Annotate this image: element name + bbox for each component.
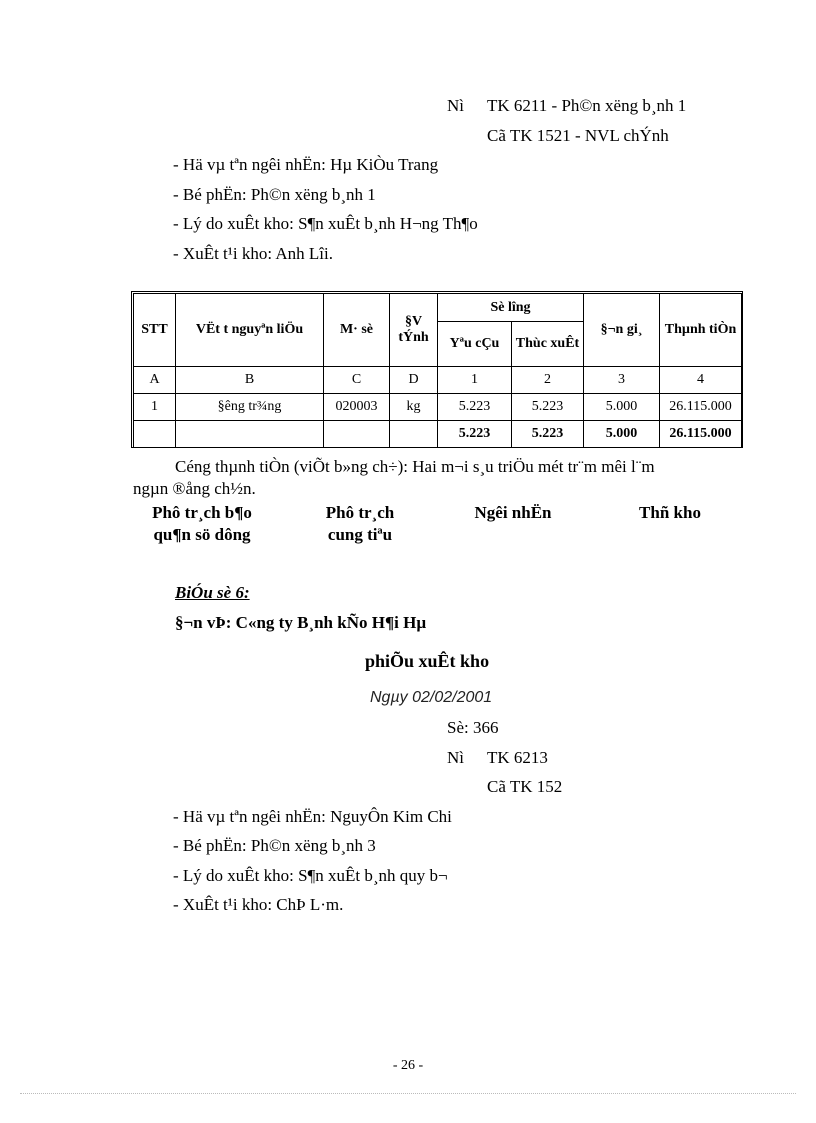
- receiver-line: - Hä vµ tªn ngêi nhËn: Hµ KiÒu Trang: [173, 155, 439, 174]
- letter-cell: A: [134, 367, 176, 394]
- letter-cell: D: [390, 367, 438, 394]
- total-amount: 26.115.000: [660, 421, 742, 448]
- letter-cell: 2: [512, 367, 584, 394]
- debit-account-2: TK 6213: [487, 748, 548, 767]
- header-unit: §V tÝnh: [390, 294, 438, 367]
- sum-in-words-line1: Céng thµnh tiÒn (viÕt b»ng ch÷): Hai m¬i s¸u triÖu mét tr¨m mêi l¨m: [175, 457, 655, 476]
- warehouse-line: - XuÊt t¹i kho: Anh Lîi.: [173, 244, 333, 263]
- signature-storage: Phô tr¸ch b¶o qu¶n sö dông: [152, 503, 252, 544]
- reason-line: - Lý do xuÊt kho: S¶n xuÊt b¸nh H¬ng Th¶o: [173, 214, 478, 233]
- header-price: §¬n gi¸: [584, 294, 660, 367]
- letter-cell: B: [176, 367, 324, 394]
- issue-table: [133, 293, 742, 448]
- header-code: M· sè: [324, 294, 390, 367]
- letter-cell: 1: [438, 367, 512, 394]
- signature-keeper: Thñ kho: [639, 503, 701, 522]
- signature-supply: Phô tr¸ch cung tiªu: [325, 503, 395, 544]
- document-number: Sè: 366: [447, 718, 499, 737]
- cell-unit: kg: [390, 394, 438, 421]
- empty-cell: [324, 421, 390, 448]
- letter-row: [134, 367, 742, 394]
- empty-cell: [134, 421, 176, 448]
- cell-material: §êng tr¾ng: [176, 394, 324, 421]
- cell-code: 020003: [324, 394, 390, 421]
- document-title: phiÕu xuÊt kho: [365, 651, 490, 671]
- document-date: Ngµy 02/02/2001: [370, 689, 493, 706]
- table-row: [134, 394, 742, 421]
- sum-in-words-line2: ngµn ®ång ch½n.: [133, 479, 256, 498]
- header-quantity: Sè lîng: [438, 294, 584, 322]
- warehouse-line-2: - XuÊt t¹i kho: ChÞ L·m.: [173, 895, 344, 914]
- letter-cell: 4: [660, 367, 742, 394]
- cell-actual: 5.223: [512, 394, 584, 421]
- total-actual: 5.223: [512, 421, 584, 448]
- header-actual: Thùc xuÊt: [512, 322, 584, 367]
- header-required: Yªu cÇu: [438, 322, 512, 367]
- debit-account: TK 6211 - Ph©n xëng b¸nh 1: [487, 96, 687, 115]
- total-required: 5.223: [438, 421, 512, 448]
- cell-stt: 1: [134, 394, 176, 421]
- total-row: [134, 421, 742, 448]
- header-stt: STT: [134, 294, 176, 367]
- unit-line: §¬n vÞ: C«ng ty B¸nh kÑo H¶i Hµ: [175, 613, 427, 632]
- signature-receiver: Ngêi nhËn: [474, 503, 552, 522]
- empty-cell: [176, 421, 324, 448]
- receiver-line-2: - Hä vµ tªn ngêi nhËn: NguyÔn Kim Chi: [173, 807, 452, 826]
- debit-label-2: Nì: [447, 748, 464, 767]
- header-material: VËt t nguyªn liÖu: [176, 294, 324, 367]
- department-line-2: - Bé phËn: Ph©n xëng b¸nh 3: [173, 836, 376, 855]
- total-price: 5.000: [584, 421, 660, 448]
- header-amount: Thµnh tiÒn: [660, 294, 742, 367]
- reason-line-2: - Lý do xuÊt kho: S¶n xuÊt b¸nh quy b¬: [173, 866, 448, 885]
- debit-label: Nì: [447, 96, 464, 115]
- page-number: - 26 -: [392, 1058, 424, 1073]
- letter-cell: C: [324, 367, 390, 394]
- credit-account-2: Cã TK 152: [487, 777, 563, 796]
- cell-required: 5.223: [438, 394, 512, 421]
- exhibit-label: BiÓu sè 6:: [175, 583, 250, 602]
- department-line: - Bé phËn: Ph©n xëng b¸nh 1: [173, 185, 376, 204]
- cell-amount: 26.115.000: [660, 394, 742, 421]
- credit-account: Cã TK 1521 - NVL chÝnh: [487, 126, 669, 145]
- letter-cell: 3: [584, 367, 660, 394]
- empty-cell: [390, 421, 438, 448]
- page-divider: [20, 1093, 796, 1094]
- cell-price: 5.000: [584, 394, 660, 421]
